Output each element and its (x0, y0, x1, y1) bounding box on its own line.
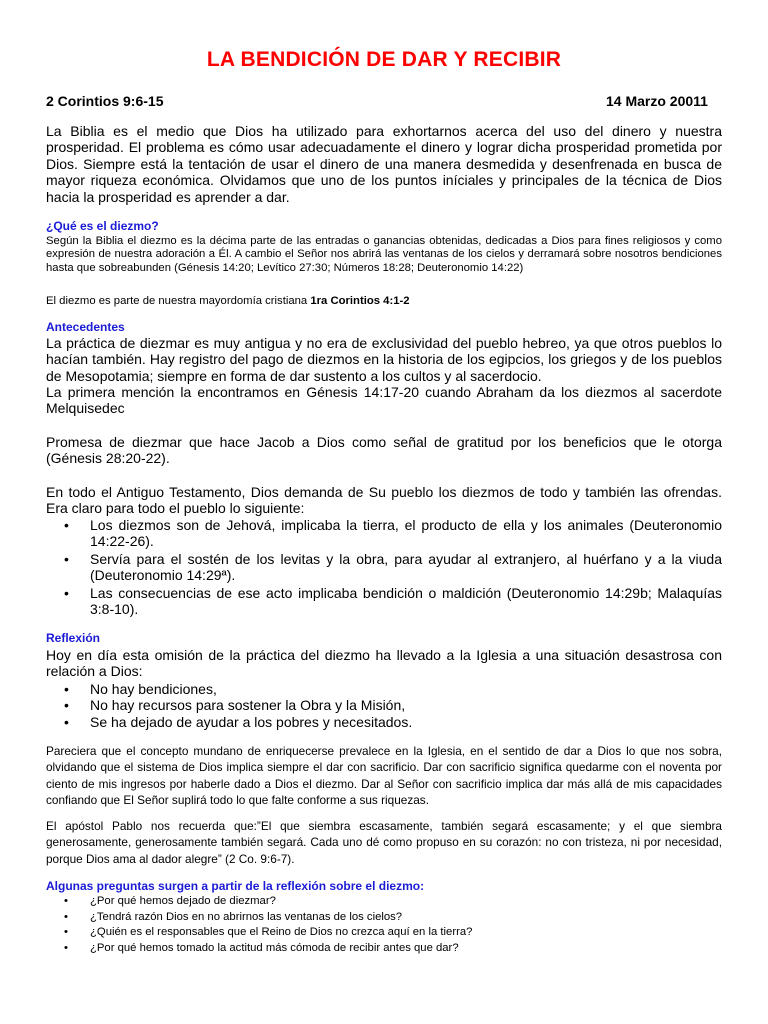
pareciera-paragraph: Pareciera que el concepto mundano de enriquecerse prevalece en la Iglesia, en el sentido de dar a Dios lo que nos sobra, olvidando que el sistema de Dios implica siempre el dar con sacrificio. Dar con sacrificio significa quedarme con el noventa por ciento de mis ingresos por haberle dado a Dios el diezmo. Dar al Señor con sacrificio implica dar más allá de mis capacidades confiando que El Señor suplirá todo lo que falte conforme a sus riquezas. (46, 744, 722, 807)
list-item: • Servía para el sostén de los levitas y la obra, para ayudar al extranjero, al huérfano y a la viuda (Deuteronomio 14:29ª). (46, 551, 722, 584)
diezmo-note-text: El diezmo es parte de nuestra mayordomía cristiana (46, 295, 308, 307)
diezmo-heading: ¿Qué es el diezmo? (46, 219, 159, 233)
document-date: 14 Marzo 20011 (606, 93, 708, 109)
list-item: • ¿Por qué hemos dejado de diezmar? (46, 894, 722, 910)
list-item: • Los diezmos son de Jehová, implicaba la tierra, el producto de ella y los animales (Deuteronomio 14:22-26). (46, 517, 722, 550)
list-item: • ¿Quién es el responsables que el Reino de Dios no crezca aquí en la tierra? (46, 925, 722, 941)
antecedentes-p1: La práctica de diezmar es muy antigua y no era de exclusividad del pueblo hebreo, ya que otros pueblos lo hacían también. Hay registro del pago de diezmos en la historia de los egipcios, los griegos y de los pueblos de Mesopotamia; siempre en forma de dar sustento a los cultos y al sacerdocio. (46, 335, 722, 384)
preguntas-list (46, 894, 722, 956)
list-item: • No hay bendiciones, (46, 681, 722, 697)
list-item: • ¿Tendrá razón Dios en no abrirnos las ventanas de los cielos? (46, 910, 722, 926)
antecedentes-heading: Antecedentes (46, 320, 125, 334)
diezmo-paragraph: Según la Biblia el diezmo es la décima parte de las entradas o ganancias obtenidas, dedicadas a Dios para fines religiosos y como expresión de nuestra adoración a Él. A cambio el Señor nos abrirá las ventanas de los cielos y derramará sobre nosotros bendiciones hasta que sobreabunden (Génesis 14:20; Levítico 27:30; Números 18:28; Deuteronomio 14:22) (46, 235, 722, 274)
preguntas-heading: Algunas preguntas surgen a partir de la reflexión sobre el diezmo: (46, 879, 425, 893)
intro-paragraph: La Biblia es el medio que Dios ha utilizado para exhortarnos acerca del uso del dinero y nuestra prosperidad. El problema es cómo usar adecuadamente el dinero y lograr dicha prosperidad prometida por Dios. Siempre está la tentación de usar el dinero de una manera desmedida y desenfrenada en busca de mayor riqueza económica. Olvidamos que uno de los puntos iníciales y principales de la técnica de Dios hacia la prosperidad es aprender a dar. (46, 123, 722, 205)
reflexion-paragraph: Hoy en día esta omisión de la práctica del diezmo ha llevado a la Iglesia a una situación desastrosa con relación a Dios: (46, 647, 722, 680)
reflexion-heading: Reflexión (46, 631, 101, 645)
reflexion-list (46, 681, 722, 730)
diezmo-note (46, 295, 722, 308)
antecedentes-list (46, 517, 722, 617)
antecedentes-p3: Promesa de diezmar que hace Jacob a Dios como señal de gratitud por los beneficios que le otorga (Génesis 28:20-22). (46, 434, 722, 467)
list-item: • ¿Por qué hemos tomado la actitud más cómoda de recibir antes que dar? (46, 941, 722, 957)
document-title: LA BENDICIÓN DE DAR Y RECIBIR (206, 48, 562, 71)
list-item: • No hay recursos para sostener la Obra y la Misión, (46, 697, 722, 713)
diezmo-note-ref: 1ra Corintios 4:1-2 (310, 295, 410, 307)
pablo-paragraph: El apóstol Pablo nos recuerda que:”El que siembra escasamente, también segará escasamente; y el que siembra generosamente, generosamente también segará. Cada uno dé como propuso en su corazón: no con tristeza, ni por necesidad, porque Dios ama al dador alegre” (2 Co. 9:6-7). (46, 819, 722, 866)
scripture-reference: 2 Corintios 9:6-15 (46, 93, 164, 109)
list-item: • Se ha dejado de ayudar a los pobres y necesitados. (46, 714, 722, 730)
list-item: • Las consecuencias de ese acto implicaba bendición o maldición (Deuteronomio 14:29b; Malaquías 3:8-10). (46, 585, 722, 618)
antecedentes-p2: La primera mención la encontramos en Génesis 14:17-20 cuando Abraham da los diezmos al sacerdote Melquisedec (46, 384, 722, 417)
antecedentes-p4: En todo el Antiguo Testamento, Dios demanda de Su pueblo los diezmos de todo y también las ofrendas. Era claro para todo el pueblo lo siguiente: (46, 484, 722, 517)
